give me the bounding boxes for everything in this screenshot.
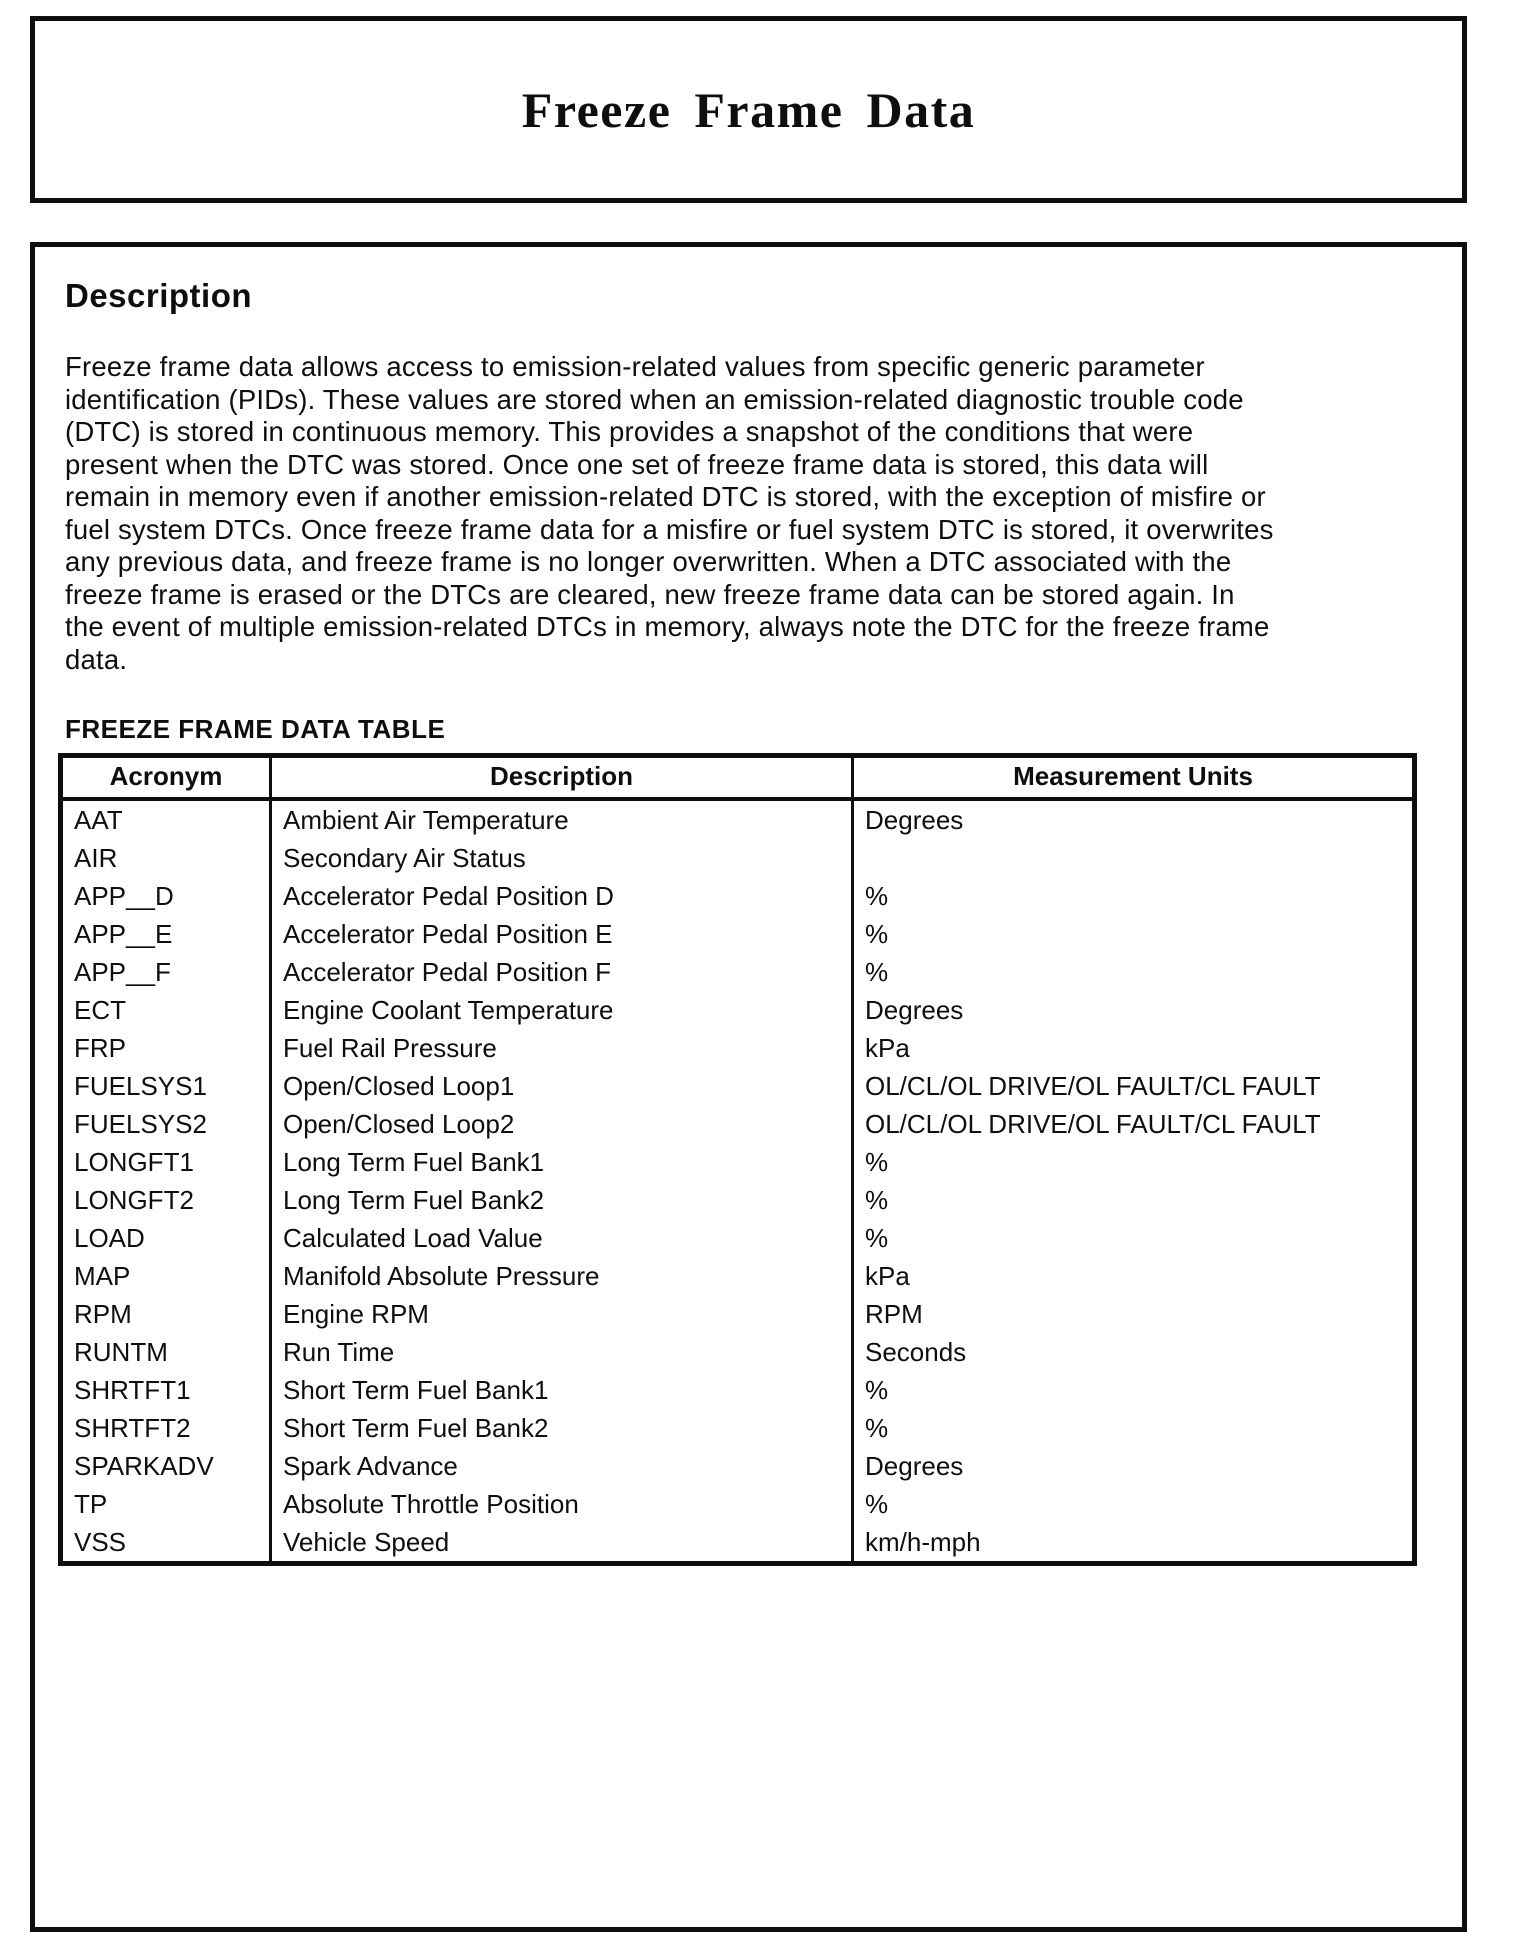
acronym-cell: RPM — [74, 1298, 132, 1329]
description-cell: Long Term Fuel Bank2 — [271, 1181, 853, 1219]
acronym-cell: APP__F — [74, 956, 171, 987]
paragraph-line: Freeze frame data allows access to emission-related values from specific generic parameter — [65, 351, 1205, 382]
table-row — [61, 915, 1415, 953]
acronym-cell: AAT — [74, 804, 123, 835]
units-cell: % — [853, 1219, 1415, 1257]
acronym-cell: AIR — [74, 842, 118, 873]
paragraph-line: fuel system DTCs. Once freeze frame data for a misfire or fuel system DTC is stored, it overwrites — [65, 513, 1274, 545]
table-row — [61, 1029, 1415, 1067]
units-cell: Degrees — [853, 991, 1415, 1029]
description-paragraph — [65, 351, 1274, 676]
units-cell: % — [853, 915, 1415, 953]
units-cell: OL/CL/OL DRIVE/OL FAULT/CL FAULT — [853, 1067, 1415, 1105]
paragraph-line: present when the DTC was stored. Once one set of freeze frame data is stored, this data will — [65, 448, 1209, 480]
units-cell: % — [853, 1181, 1415, 1219]
description-cell: Open/Closed Loop1 — [271, 1067, 853, 1105]
table-row — [61, 1333, 1415, 1371]
units-cell: kPa — [853, 1257, 1415, 1295]
units-cell: Degrees — [853, 799, 1415, 839]
paragraph-line: any previous data, and freeze frame is no longer overwritten. When a DTC associated with the — [65, 546, 1232, 577]
description-cell: Accelerator Pedal Position E — [271, 915, 853, 953]
content-box — [30, 242, 1467, 1932]
table-row — [61, 1371, 1415, 1409]
description-cell: Manifold Absolute Pressure — [271, 1257, 853, 1295]
description-cell: Ambient Air Temperature — [271, 799, 853, 839]
table-row — [61, 1295, 1415, 1333]
table-row — [61, 1485, 1415, 1523]
paragraph-line: identification (PIDs). These values are stored when an emission-related diagnostic trouble code — [65, 383, 1244, 415]
acronym-cell: LOAD — [74, 1222, 145, 1253]
units-cell: RPM — [853, 1295, 1415, 1333]
acronym-cell: RUNTM — [74, 1336, 168, 1367]
acronym-cell: FUELSYS1 — [74, 1070, 207, 1101]
column-header-description: Description — [271, 756, 853, 800]
description-cell: Long Term Fuel Bank1 — [271, 1143, 853, 1181]
table-row — [61, 1181, 1415, 1219]
table-row — [61, 1523, 1415, 1564]
table-row — [61, 1447, 1415, 1485]
column-header-acronym: Acronym — [61, 756, 271, 800]
description-cell: Calculated Load Value — [271, 1219, 853, 1257]
acronym-cell: FUELSYS2 — [74, 1108, 207, 1139]
acronym-cell: LONGFT1 — [74, 1146, 194, 1177]
units-cell: % — [853, 877, 1415, 915]
units-cell — [853, 839, 1415, 877]
acronym-cell: VSS — [74, 1526, 127, 1557]
column-header-units: Measurement Units — [853, 756, 1415, 800]
freeze-frame-table-body — [61, 799, 1415, 1564]
units-cell: OL/CL/OL DRIVE/OL FAULT/CL FAULT — [853, 1105, 1415, 1143]
units-cell: % — [853, 953, 1415, 991]
acronym-cell: TP — [74, 1488, 108, 1519]
table-row — [61, 1257, 1415, 1295]
acronym-cell: SHRTFT1 — [74, 1374, 191, 1405]
acronym-cell: APP__D — [74, 880, 174, 911]
units-cell: Degrees — [853, 1447, 1415, 1485]
description-cell: Accelerator Pedal Position D — [271, 877, 853, 915]
table-row — [61, 1219, 1415, 1257]
paragraph-line: data. — [65, 643, 128, 675]
units-cell: % — [853, 1485, 1415, 1523]
description-cell: Secondary Air Status — [271, 839, 853, 877]
table-section-heading: FREEZE FRAME DATA TABLE — [65, 714, 446, 744]
units-cell: Seconds — [853, 1333, 1415, 1371]
description-cell: Engine RPM — [271, 1295, 853, 1333]
units-cell: % — [853, 1371, 1415, 1409]
units-cell: km/h-mph — [853, 1523, 1415, 1564]
acronym-cell: APP__E — [74, 918, 173, 949]
description-cell: Fuel Rail Pressure — [271, 1029, 853, 1067]
description-cell: Absolute Throttle Position — [271, 1485, 853, 1523]
description-cell: Short Term Fuel Bank1 — [271, 1371, 853, 1409]
table-header-row — [61, 756, 1415, 800]
paragraph-line: the event of multiple emission-related DTCs in memory, always note the DTC for the freeze frame — [65, 611, 1270, 642]
table-row — [61, 953, 1415, 991]
description-cell: Open/Closed Loop2 — [271, 1105, 853, 1143]
paragraph-line: freeze frame is erased or the DTCs are cleared, new freeze frame data can be stored again. In — [65, 578, 1235, 610]
units-cell: % — [853, 1409, 1415, 1447]
description-heading: Description — [65, 277, 253, 314]
page-title: Freeze Frame Data — [521, 81, 976, 138]
units-cell: kPa — [853, 1029, 1415, 1067]
table-row — [61, 799, 1415, 839]
description-cell: Engine Coolant Temperature — [271, 991, 853, 1029]
table-row — [61, 839, 1415, 877]
paragraph-line: (DTC) is stored in continuous memory. This provides a snapshot of the conditions that were — [65, 416, 1194, 447]
acronym-cell: SHRTFT2 — [74, 1412, 191, 1443]
table-row — [61, 1143, 1415, 1181]
acronym-cell: LONGFT2 — [74, 1184, 194, 1215]
acronym-cell: FRP — [74, 1032, 126, 1063]
table-row — [61, 1409, 1415, 1447]
description-cell: Short Term Fuel Bank2 — [271, 1409, 853, 1447]
table-row — [61, 877, 1415, 915]
table-row — [61, 1067, 1415, 1105]
units-cell: % — [853, 1143, 1415, 1181]
freeze-frame-table — [58, 753, 1417, 1566]
acronym-cell: SPARKADV — [74, 1450, 214, 1481]
description-cell: Vehicle Speed — [271, 1523, 853, 1564]
acronym-cell: MAP — [74, 1260, 131, 1291]
description-cell: Accelerator Pedal Position F — [271, 953, 853, 991]
description-cell: Run Time — [271, 1333, 853, 1371]
table-row — [61, 991, 1415, 1029]
title-box — [30, 16, 1467, 203]
acronym-cell: ECT — [74, 994, 126, 1025]
table-row — [61, 1105, 1415, 1143]
paragraph-line: remain in memory even if another emission-related DTC is stored, with the exception of misfire or — [65, 481, 1266, 512]
description-cell: Spark Advance — [271, 1447, 853, 1485]
